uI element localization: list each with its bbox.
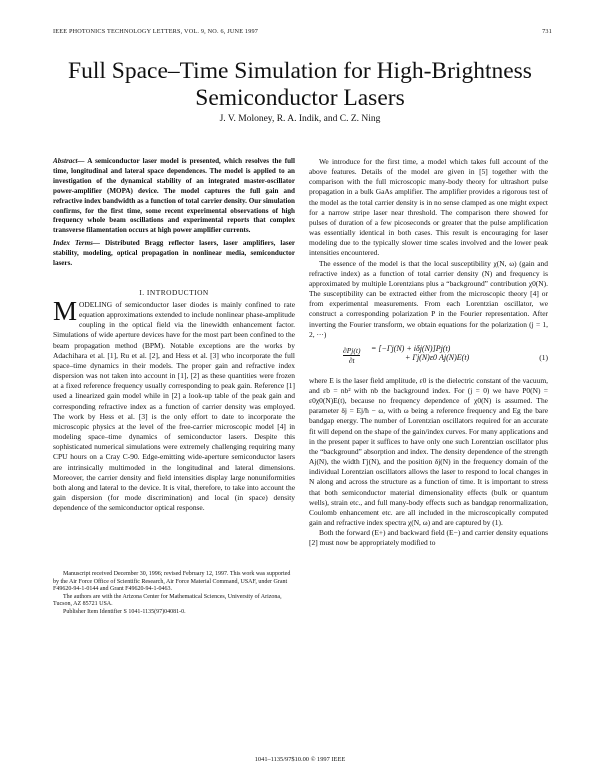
paragraph-susceptibility: The essence of the model is that the local susceptibility χ(N, ω) (gain and refractive index) as a function of total carrier density (N) and frequency is approximated by multiple Lorentzians plus a “background” contribution χ0(N). The susceptibility can be extracted either from the microscopic theory [4] or from experimental measurements. From each Lorentzian oscillator, we construct a corresponding polarization P in the Fourier representation. After inverting the Fourier transform, we obtain equations for the polarization (j = 1, 2, ···) [309, 258, 548, 339]
abstract-label: Abstract— [53, 157, 85, 165]
equation-lhs [343, 346, 360, 365]
footnote-affiliation: The authors are with the Arizona Center for Mathematical Sciences, University of Arizona, Tucson, AZ 85721 USA. [53, 593, 282, 608]
paragraph-where: where E is the laser field amplitude, ε0 is the dielectric constant of the vacuum, and εb = nb² with nb the background index. For (j = 0) we have P0(N) = ε0χ0(N)E(t), because no frequency dependence of χ0(N) is assumed. The parameter δj = Ej/ħ − ω, with ω being a reference frequency and Eg the bare bandgap energy. The number of Lorentzian oscillators required for an accurate fit will depend on the shape of the gain/index curves. For many applications and in the present paper it suffices to have only one such Lorentzian oscillator plus the “background” absorption and index. The density dependence of the strength Aj(N), the width Γj(N), and the position δj(N) in the frequency domain of the individual Lorentzian oscillators allows the laser to respond to local changes in N along and across the structure as a function of time. It is important to stress that both semiconductor material dimensionality effects (bulk or quantum wells), strain etc., and full many-body effects such as bandgap renormalization, Coulomb enhancement etc. are all included in the microscopically computed gain and refractive index spectra χ(N, ω) and are captured by (1). [309, 375, 548, 527]
title-line-1: Full Space–Time Simulation for High-Brightness [68, 58, 532, 84]
footnote-identifier: Publisher Item Identifier S 1041-1135(97)04081-0. [63, 608, 186, 615]
page-number: 731 [542, 28, 552, 35]
journal-name: IEEE PHOTONICS TECHNOLOGY LETTERS, VOL. 9, NO. 6, JUNE 1997 [53, 28, 259, 35]
equation-numerator: ∂Pj(t) [343, 345, 361, 355]
paragraph-fields: Both the forward (E+) and backward field (E−) and carrier density equations [2] must now be appropriately modified to [309, 528, 548, 548]
section-heading: I. INTRODUCTION [139, 288, 209, 297]
footnotes [53, 571, 295, 617]
title-line-2: Semiconductor Lasers [195, 85, 405, 111]
drop-cap: M [53, 296, 78, 326]
paragraph-intro-model: We introduce for the first time, a model which takes full account of the above features. Details of the model are given in [5] together with the comparison with the full microscopic many-body theory for ultrashort pulse propagation in a bulk GaAs amplifier. The amplifier provides a rigorous test of the model as the total carrier density is in no sense clamped as one might expect for a narrow stripe laser near threshold. The comparison there showed for pulses of duration of a few picoseconds or greater that the pulse amplification was essentially identical in both cases. This result is encouraging for laser modeling due to the typically slower time scales involved and the lower peak intensities encountered. [309, 157, 548, 258]
equation-line-2: + Γj(N)ε0 Aj(N)E(t) [405, 352, 470, 362]
index-terms-text: Distributed Bragg reflector lasers, laser amplifiers, laser stability, modeling, optical propagation in nonlinear media, semiconductor lasers. [53, 239, 295, 267]
equation-1 [309, 344, 548, 372]
abstract [53, 157, 295, 236]
copyright-line: 1041–1135/97$10.00 © 1997 IEEE [254, 756, 346, 763]
equation-number: (1) [539, 352, 548, 362]
introduction-body [53, 296, 295, 513]
right-column [309, 157, 548, 548]
running-header [53, 28, 552, 35]
equation-line-1: = [−Γj(N) + iδj(N)]Pj(t) [371, 343, 451, 353]
footnote-received: Manuscript received December 30, 1996; revised February 12, 1997. This work was supported by the Air Force Office of Scientific Research, Air Force Material Command, USAF, under Grant F49620-94-1-0144 and Grant F49620-94-1-0463. [53, 571, 291, 593]
index-terms-label: Index Terms— [53, 239, 100, 247]
paper-title [20, 58, 580, 112]
index-terms [53, 239, 295, 269]
abstract-text: A semiconductor laser model is presented, which resolves the full time, longitudinal and lateral space dependences. The model is applied to an investigation of the dynamical stability of an integrated master-oscillator power-amplifier (MOPA) device. The model captures the full gain and refractive index bandwidth as a function of total carrier density. Our simulation confirms, for the first time, some recent experimental observations of high frequency whole beam oscillations and experimental reports that complex transverse filamentation occurs at high power amplifier currents. [53, 157, 295, 235]
equation-denominator: ∂t [343, 355, 360, 365]
author-list: J. V. Moloney, R. A. Indik, and C. Z. Ning [219, 114, 381, 124]
intro-text: ODELING of semiconductor laser diodes is mainly confined to rate equation approximations extended to include nonlinear phase-amplitude coupling in the optical field via the linewidth enhancement factor. Simulations of wide aperture devices have for the most part been confined to the beam propagation method (BPM). Notable exceptions are the works by Adachihara et al. [1], Ru et al. [2], and Hess et al. [3] who incorporate the full space–time dynamics in their models. The proper gain and refractive index dispersion was not taken into account in [1], [2] as these quantities were frozen at a fixed reference frequency usually corresponding to peak gain. Reference [1] used a linearized gain model while in [2] a look-up table of the peak gain and corresponding refractive index as a function of carrier density was employed. The work by Hess et al. [3] is the only effort to date to incorporate the microscopic physics at the level of the free-carrier microscopic model [4] in modeling space–time dynamics of semiconductor lasers. Despite this sophisticated numerical simulations were extremely challenging requiring many CPU hours on a Cray C-90. Edge-emitting wide-aperture semiconductor lasers are intrinsically multimoded in the longitudinal and lateral dimensions. Moreover, the carrier density and field intensities display large nonuniformities both along and lateral to the device. It is vital, therefore, to take into account the gain dispersion (for mode discrimination) and local (in space) density dependence of the semiconductor optical response. [53, 300, 295, 513]
